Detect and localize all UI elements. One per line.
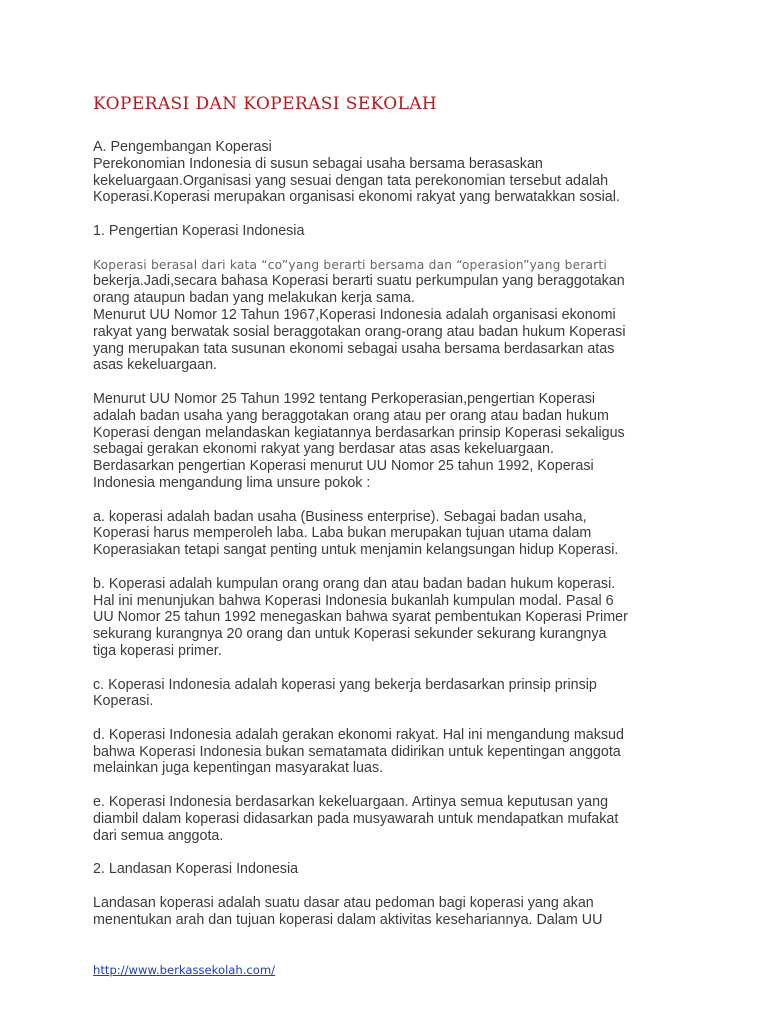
paragraph-line: asas kekeluargaan. <box>93 357 217 374</box>
list-item-c: c. Koperasi Indonesia adalah koperasi yang bekerja berdasarkan prinsip prinsip <box>93 676 597 693</box>
paragraph-line: Koperasiakan tetapi sangat penting untuk menjamin kelangsungan hidup Koperasi. <box>93 542 619 559</box>
document-body <box>93 139 693 928</box>
paragraph-line: kekeluargaan.Organisasi yang sesuai dengan tata perekonomian tersebut adalah <box>93 172 609 189</box>
document-title: KOPERASI DAN KOPERASI SEKOLAH <box>93 94 438 114</box>
list-item-a: a. koperasi adalah badan usaha (Business enterprise). Sebagai badan usaha, <box>93 508 587 525</box>
paragraph-line: rakyat yang berwatak sosial beraggotakan orang-orang atau badan hukum Koperasi <box>93 323 626 340</box>
section-heading: A. Pengembangan Koperasi <box>93 139 272 155</box>
paragraph-line: diambil dalam koperasi didasarkan pada musyawarah untuk mendapatkan mufakat <box>93 810 619 827</box>
paragraph-line: melainkan juga kepentingan masyarakat luas. <box>93 760 384 777</box>
paragraph-line: Koperasi harus memperoleh laba. Laba bukan merupakan tujuan utama dalam <box>93 525 592 542</box>
footer-website-link[interactable]: http://www.berkassekolah.com/ <box>93 963 276 977</box>
paragraph-line: sebagai gerakan ekonomi rakyat yang berdasar atas asas kekeluargaan. <box>93 441 554 458</box>
paragraph-line: Koperasi berasal dari kata “co”yang berarti bersama dan “operasion”yang berarti <box>93 257 607 272</box>
paragraph-line: Menurut UU Nomor 25 Tahun 1992 tentang Perkoperasian,pengertian Koperasi <box>93 390 596 407</box>
paragraph-line: Berdasarkan pengertian Koperasi menurut UU Nomor 25 tahun 1992, Koperasi <box>93 458 594 475</box>
paragraph-line: adalah badan usaha yang beraggotakan orang atau per orang atau badan hukum <box>93 407 609 424</box>
paragraph-line: menentukan arah dan tujuan koperasi dalam aktivitas kesehariannya. Dalam UU <box>93 911 603 928</box>
section-heading: 1. Pengertian Koperasi Indonesia <box>93 222 305 239</box>
list-item-e: e. Koperasi Indonesia berdasarkan kekeluargaan. Artinya semua keputusan yang <box>93 794 609 811</box>
paragraph-line: UU Nomor 25 tahun 1992 menegaskan bahwa syarat pembentukan Koperasi Primer <box>93 609 628 626</box>
list-item-d: d. Koperasi Indonesia adalah gerakan ekonomi rakyat. Hal ini mengandung maksud <box>93 726 624 743</box>
section-heading: 2. Landasan Koperasi Indonesia <box>93 861 299 878</box>
paragraph-line: Koperasi dengan melandaskan kegiatannya berdasarkan prinsip Koperasi sekaligus <box>93 424 625 441</box>
paragraph-line: bekerja.Jadi,secara bahasa Koperasi berarti suatu perkumpulan yang beraggotakan <box>93 273 625 290</box>
paragraph-line: Indonesia mengandung lima unsure pokok : <box>93 474 371 491</box>
paragraph-line: yang merupakan tata susunan ekonomi sebagai usaha bersama berdasarkan atas <box>93 340 615 357</box>
paragraph-line: orang ataupun badan yang melakukan kerja sama. <box>93 290 415 307</box>
paragraph-line: Landasan koperasi adalah suatu dasar atau pedoman bagi koperasi yang akan <box>93 894 594 911</box>
paragraph-line: bahwa Koperasi Indonesia bukan sematamata didirikan untuk kepentingan anggota <box>93 743 621 760</box>
paragraph-line: Hal ini menunjukan bahwa Koperasi Indonesia bukanlah kumpulan modal. Pasal 6 <box>93 592 614 609</box>
paragraph-line: Koperasi. <box>93 693 154 710</box>
list-item-b: b. Koperasi adalah kumpulan orang orang dan atau badan badan hukum koperasi. <box>93 575 616 592</box>
paragraph-line: dari semua anggota. <box>93 827 224 844</box>
paragraph-line: sekurang kurangnya 20 orang dan untuk Koperasi sekunder sekurang kurangnya <box>93 626 607 643</box>
paragraph-line: Koperasi.Koperasi merupakan organisasi ekonomi rakyat yang berwatakkan sosial. <box>93 189 620 206</box>
paragraph-line: tiga koperasi primer. <box>93 642 222 659</box>
paragraph-line: Menurut UU Nomor 12 Tahun 1967,Koperasi Indonesia adalah organisasi ekonomi <box>93 306 616 323</box>
paragraph-line: Perekonomian Indonesia di susun sebagai usaha bersama berasaskan <box>93 155 543 172</box>
